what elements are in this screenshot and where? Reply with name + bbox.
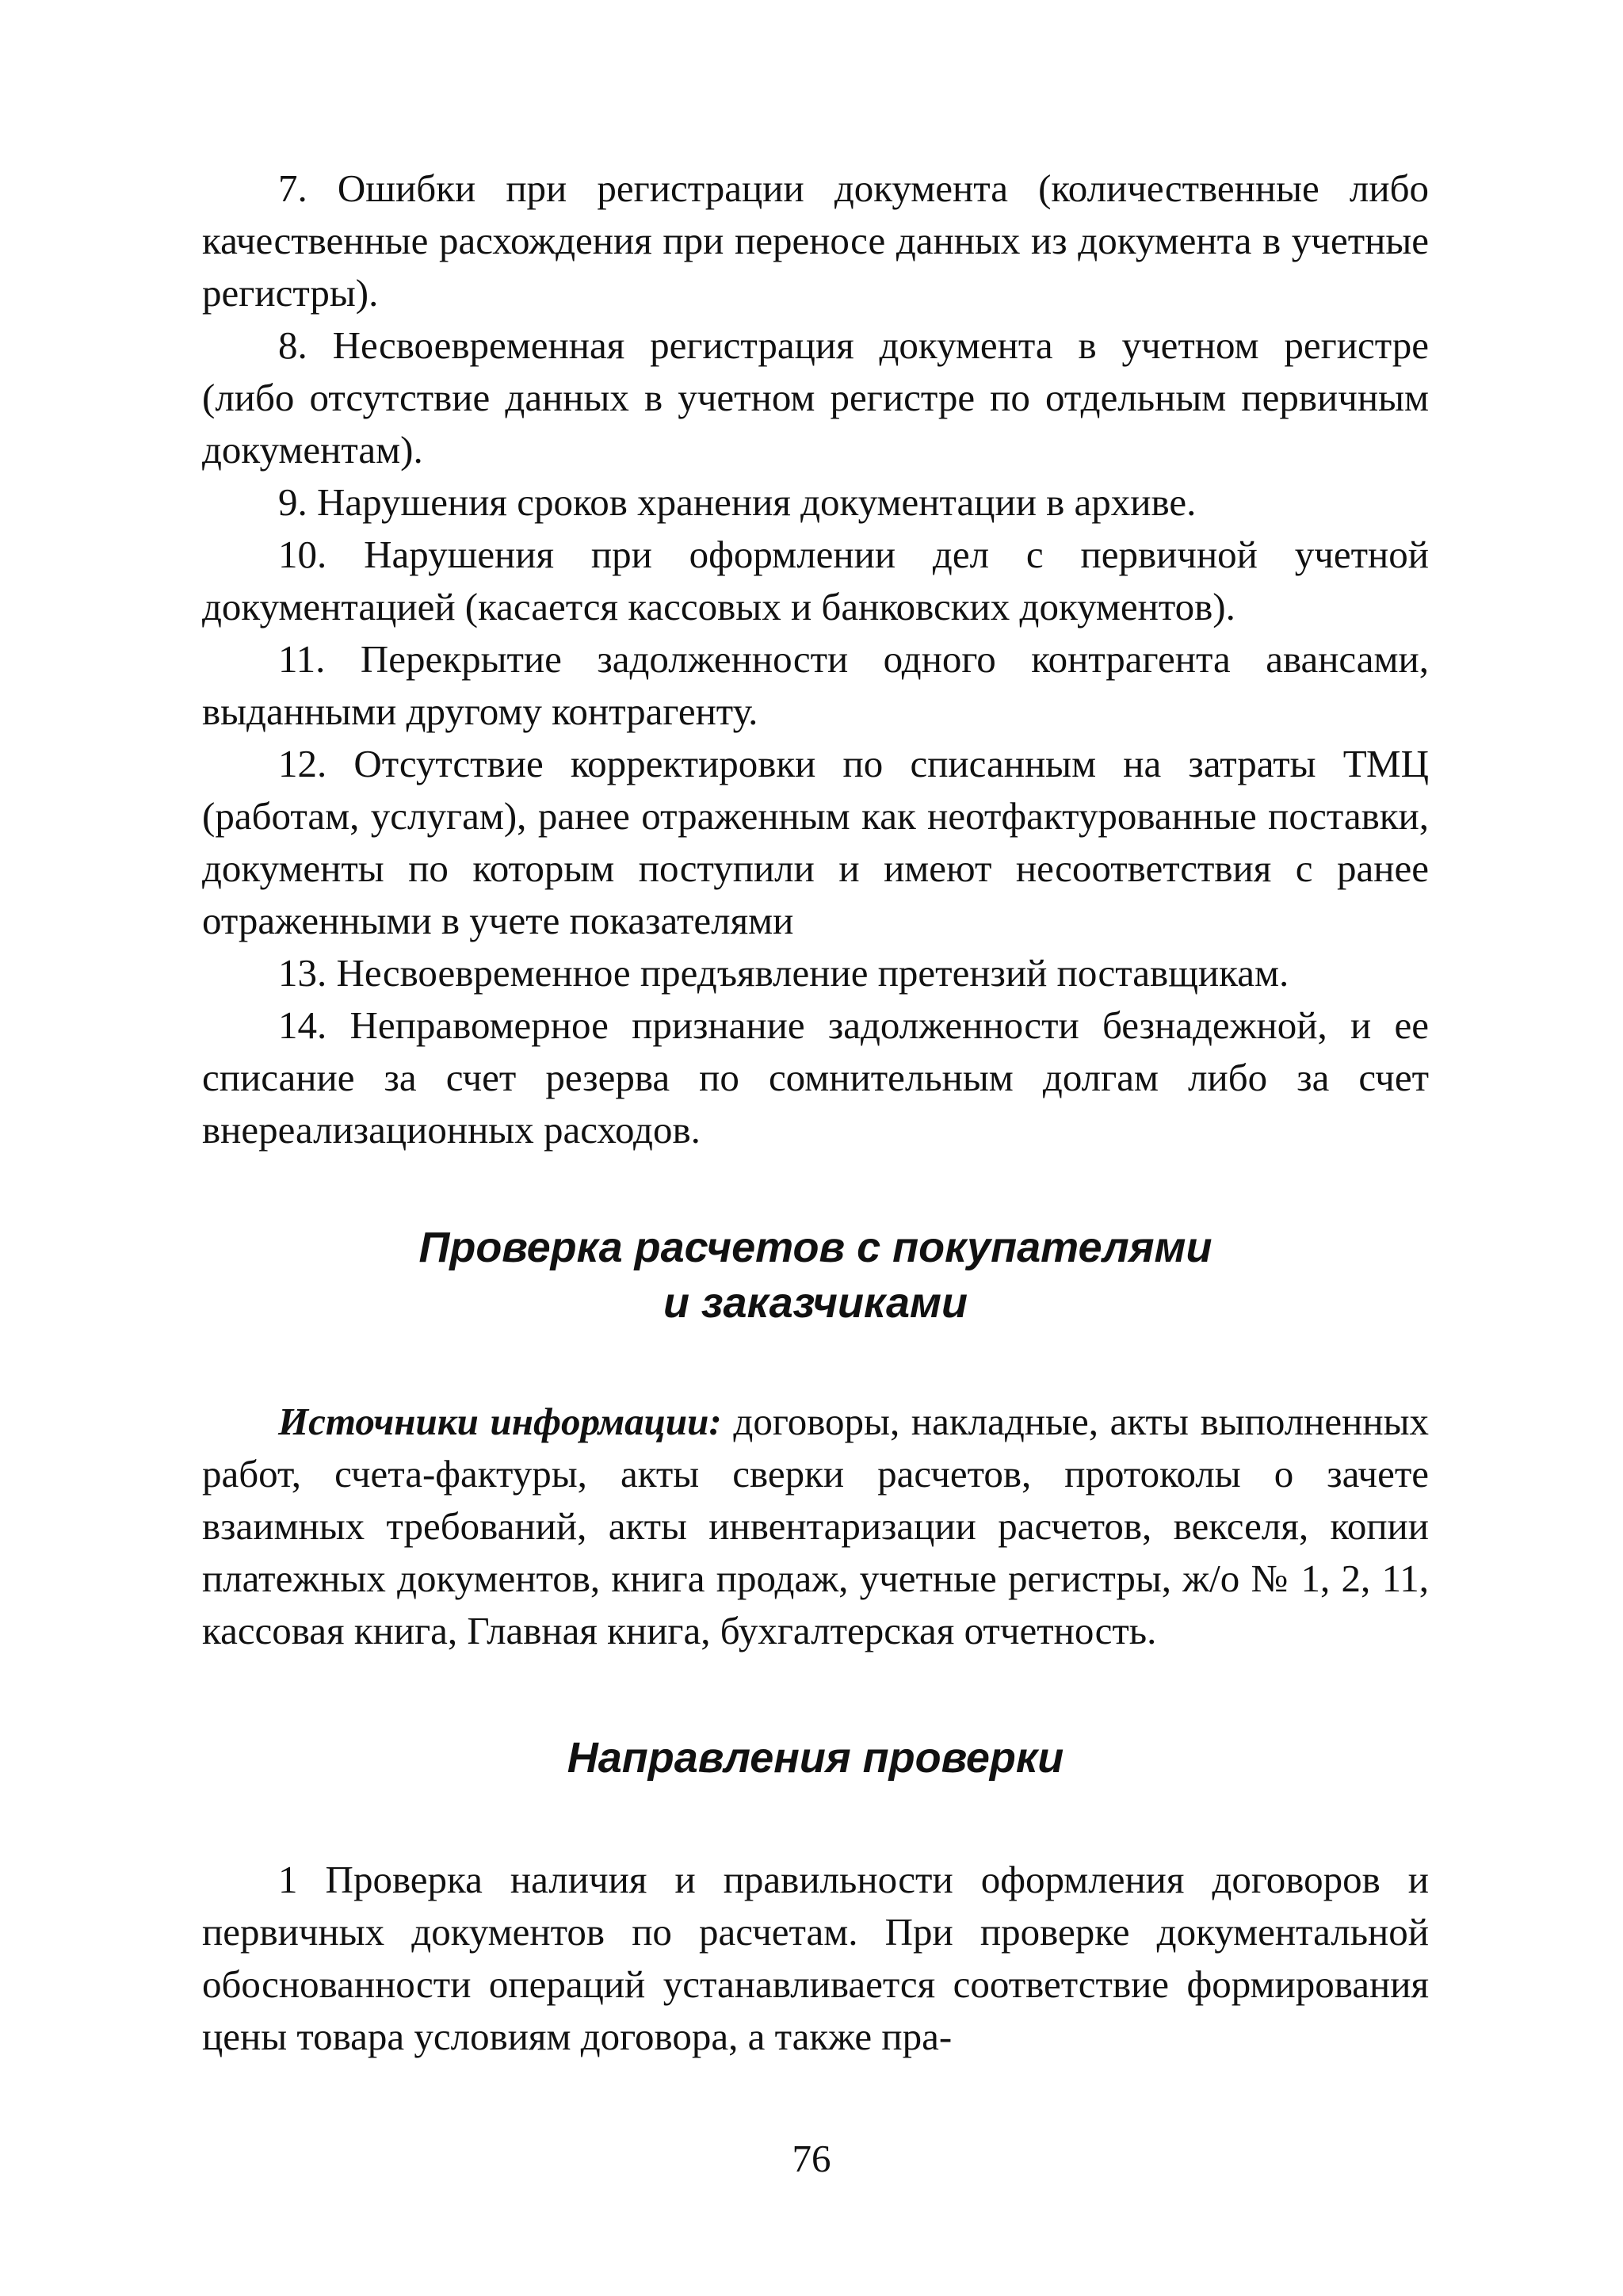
list-item-7: 7. Ошибки при регистрации документа (количественные либо качественные расхождения при переносе данных из документа в учетные регистры). bbox=[202, 166, 1429, 315]
direction-paragraph-1: 1 Проверка наличия и правильности оформления договоров и первичных документов по расчетам. При проверке документальной обоснованности операций устанавливается соответствие формирования цены товара условиям договора, а также пра- bbox=[202, 1858, 1429, 2058]
section-heading-buyers bbox=[202, 1220, 1429, 1331]
sources-label: Источники информации: bbox=[278, 1400, 722, 1443]
section-heading-buyers-line2: и заказчиками bbox=[663, 1279, 968, 1327]
list-item-11: 11. Перекрытие задолженности одного контрагента авансами, выданными другому контрагенту. bbox=[202, 637, 1429, 733]
list-item-9: 9. Нарушения сроков хранения документации в архиве. bbox=[278, 480, 1197, 524]
page-number: 76 bbox=[792, 2137, 831, 2180]
list-item-14: 14. Неправомерное признание задолженности безнадежной, и ее списание за счет резерва по сомнительным долгам либо за счет внереализационных расходов. bbox=[202, 1003, 1429, 1152]
sources-paragraph bbox=[202, 1396, 1429, 1657]
section-heading-buyers-line1: Проверка расчетов с покупателями bbox=[418, 1224, 1212, 1271]
list-item-8: 8. Несвоевременная регистрация документа в учетном регистре (либо отсутствие данных в учетном регистре по отдельным первичным документам). bbox=[202, 323, 1429, 472]
list-item-12: 12. Отсутствие корректировки по списанным на затраты ТМЦ (работам, услугам), ранее отраженным как неотфактурованные поставки, документы по которым поступили и имеют несоответствия с ранее отраженными в учете показателями bbox=[202, 742, 1429, 942]
list-item-10: 10. Нарушения при оформлении дел с первичной учетной документацией (касается кассовых и банковских документов). bbox=[202, 533, 1429, 628]
list-item-13: 13. Несвоевременное предъявление претензий поставщикам. bbox=[278, 951, 1289, 995]
section-heading-directions: Направления проверки bbox=[567, 1734, 1064, 1782]
page-content bbox=[202, 162, 1429, 2063]
sources-text: договоры, накладные, акты выполненных работ, счета-фактуры, акты сверки расчетов, протоколы о зачете взаимных требований, акты инвентаризации расчетов, векселя, копии платежных документов, книга продаж, учетные регистры, ж/о № 1, 2, 11, кассовая книга, Главная книга, бухгалтерская отчетность. bbox=[202, 1400, 1429, 1652]
